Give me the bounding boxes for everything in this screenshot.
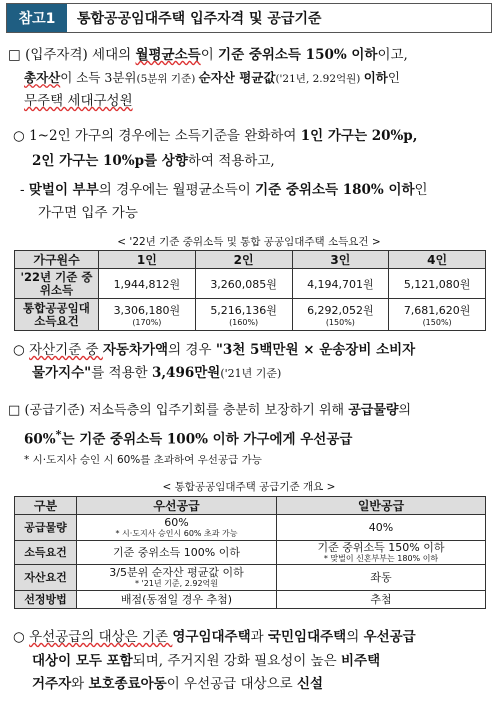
dual-income-line-1: - 맞벌이 부부의 경우에는 월평균소득이 기준 중위소득 180% 이하인 [20,182,428,198]
row-head-median-income: '22년 기준 중위소득 [15,269,99,299]
table-header: 일반공급 [277,497,486,515]
table-cell: 좌동 [277,565,486,591]
row-head-supply-volume: 공급물량 [15,515,77,541]
row-head-assets: 자산요건 [15,565,77,591]
table-cell: 배점(동점일 경우 추첨) [77,591,277,609]
table-cell: 5,121,080원 [389,269,486,299]
table-cell: 40% [277,515,486,541]
page-title: 통합공공임대주택 입주자격 및 공급기준 [77,11,322,27]
table-header: 2인 [195,251,292,269]
priority-target-line-2: 대상이 모두 포함되며, 주거지원 강화 필요성이 높은 비주택 [32,653,381,669]
table2-caption: < 통합공공임대주택 공급기준 개요 > [162,481,336,493]
reference-tag: 참고1 [7,4,67,32]
eligibility-line-2: 총자산이 소득 3분위(5분위 기준) 순자산 평균값('21년, 2.92억원) 이하인 [24,70,400,85]
supply-criteria-line-2: 60%*는 기준 중위소득 100% 이하 가구에게 우선공급 [24,427,353,448]
page-header [6,3,492,33]
table-cell: 3/5분위 순자산 평균값 이하 * '21년 기준, 2.92억원 [77,565,277,591]
table-header: 우선공급 [77,497,277,515]
circle-bullet-icon: ○ [13,629,25,645]
supply-table [14,496,486,609]
table-header: 3인 [292,251,389,269]
table-header: 1인 [99,251,196,269]
table-header: 가구원수 [15,251,99,269]
supply-note: * 시·도지사 승인 시 60%를 초과하여 우선공급 가능 [24,454,262,466]
vehicle-asset-line-2: 물가지수"를 적용한 3,496만원('21년 기준) [32,365,282,381]
circle-bullet-icon: ○ [13,342,25,358]
table-header: 4인 [389,251,486,269]
income-table [14,250,486,331]
priority-target-line-3: 거주자와 보호종료아동이 우선공급 대상으로 신설 [32,676,324,692]
table1-caption: < '22년 기준 중위소득 및 통합 공공임대주택 소득요건 > [117,236,381,248]
table-cell: 기준 중위소득 150% 이하 * 맞벌이 신혼부부는 180% 이하 [277,541,486,565]
table-cell: 추첨 [277,591,486,609]
table-cell: 7,681,620원 (150%) [389,299,486,331]
table-cell: 5,216,136원 (160%) [195,299,292,331]
row-head-income: 소득요건 [15,541,77,565]
supply-criteria-line-1: □ (공급기준) 저소득층의 입주기회를 충분히 보장하기 위해 공급물량의 [8,403,412,418]
priority-target-line-1: ○ 우선공급의 대상은 기존 영구임대주택과 국민임대주택의 우선공급 [13,629,416,645]
household-rule-line-1: ○ 1~2인 가구의 경우에는 소득기준을 완화하여 1인 가구는 20%p, [13,128,418,144]
row-head-income-requirement: 통합공공임대 소득요건 [15,299,99,331]
vehicle-asset-line-1: ○ 자산기준 중 자동차가액의 경우 "3천 5백만원 × 운송장비 소비자 [13,342,416,358]
table-cell: 3,306,180원 (170%) [99,299,196,331]
table-cell: 3,260,085원 [195,269,292,299]
table-cell: 4,194,701원 [292,269,389,299]
row-head-selection: 선정방법 [15,591,77,609]
eligibility-line-3: 무주택 세대구성원 [24,93,133,109]
dual-income-line-2: 가구면 입주 가능 [38,205,138,221]
eligibility-line-1: □ (입주자격) 세대의 월평균소득이 기준 중위소득 150% 이하이고, [8,47,408,63]
dash-bullet: - [20,182,25,198]
table-header: 구분 [15,497,77,515]
household-rule-line-2: 2인 가구는 10%p를 상향하여 적용하고, [32,153,275,169]
square-bullet-icon: □ [8,47,21,63]
table-cell: 60% * 시·도지사 승인시 60% 초과 가능 [77,515,277,541]
table-cell: 기준 중위소득 100% 이하 [77,541,277,565]
table-cell: 1,944,812원 [99,269,196,299]
circle-bullet-icon: ○ [13,128,25,144]
table-cell: 6,292,052원 (150%) [292,299,389,331]
square-bullet-icon: □ [8,403,21,418]
